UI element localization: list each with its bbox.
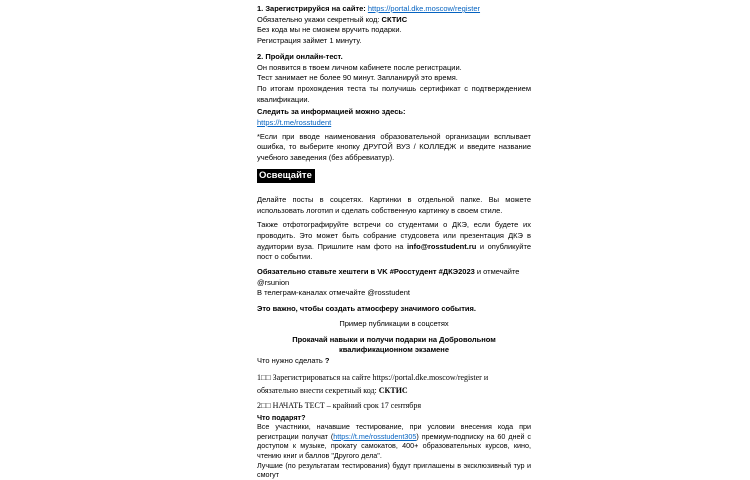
- posts-paragraph: Делайте посты в соцсетях. Картинки в отдельной папке. Вы можете использовать логотип и сделать собственную картинку в своем стиле.: [257, 194, 531, 215]
- section-heading-wrap: [257, 169, 531, 183]
- step-2-line-2: Он появится в твоем личном кабинете после регистрации.: [257, 62, 462, 72]
- secret-code-value: СКТИС: [381, 14, 408, 24]
- step-1-line-4: Регистрация займет 1 минуту.: [257, 36, 362, 46]
- follow-info: [257, 107, 531, 128]
- gifts-text-a: Все участники, начавшие тестирование, при условии внесения кода при регистрации получат (: [257, 422, 531, 441]
- hashtags-line-2: В телеграм-каналах отмечайте @rosstudent: [257, 288, 410, 298]
- important-note: Это важно, чтобы создать атмосферу значимого события.: [257, 304, 476, 314]
- serif-step-1: [257, 371, 531, 397]
- question-mark: ?: [324, 355, 330, 365]
- step-1-label: 1. Зарегистрируйся на сайте:: [257, 4, 368, 13]
- follow-info-label: Следить за информацией можно здесь:: [257, 107, 406, 117]
- gifts-title: Что подарят?: [257, 412, 306, 422]
- telegram-rosstudent305-link[interactable]: https://t.me/rosstudent305: [333, 431, 417, 441]
- serif-step-1-text: 1□□ Зарегистрироваться на сайте https://portal.dke.moscow/register и обязательно внести секретный код:: [257, 372, 489, 395]
- hashtags-paragraph: [257, 267, 531, 299]
- telegram-rosstudent-link[interactable]: https://t.me/rosstudent: [257, 118, 332, 128]
- step-2-line-3: Тест занимает не более 90 минут. Запланируй это время.: [257, 73, 458, 83]
- promo-heading: Прокачай навыки и получи подарки на Добровольном квалификационном экзамене: [292, 334, 496, 355]
- photos-text-a: Также отфотографируйте встречи со студентами о ДКЭ, если будете их проводить. Это может быть собрание студсовета или презентация ДКЭ в аудитории вуза. Пришлите нам фото на: [257, 220, 531, 251]
- gifts-paragraph: [257, 422, 531, 460]
- step-1-line-3: Без кода мы не сможем вручить подарки.: [257, 25, 402, 35]
- document-text-column: [257, 4, 531, 480]
- step-1-register: [257, 4, 531, 47]
- what-to-do-line: [257, 356, 531, 367]
- photos-text-b: и опубликуйте пост о событии.: [257, 241, 532, 262]
- secret-code-label: Обязательно укажи секретный код:: [257, 14, 382, 24]
- step-1-line-2: [257, 15, 531, 26]
- clipped-bottom-line: Лучшие (по результатам тестирования) будут приглашены в эксклюзивный тур и смогут: [257, 460, 531, 480]
- photos-paragraph: [257, 220, 531, 263]
- step-2-title: 2. Пройди онлайн-тест.: [257, 51, 343, 61]
- hashtags-bold: Обязательно ставьте хештеги в VK #Росстудент #ДКЭ2023: [257, 267, 475, 277]
- step-2-line-4: По итогам прохождения теста ты получишь сертификат с подтверждением квалификации.: [257, 83, 531, 104]
- portal-register-link[interactable]: https://portal.dke.moscow/register: [367, 4, 481, 13]
- gifts-text-b: ) премиум-подписку на 60 дней с доступом к музыке, прокату самокатов, 400+ образовательных курсов, кино, чтению книг и баллов "Другого дела".: [257, 431, 531, 461]
- serif-secret-code: СКТИС: [378, 385, 408, 395]
- email-address: info@rosstudent.ru: [406, 241, 477, 251]
- error-note: *Если при вводе наименования образовательной организации всплывает ошибка, то выберите кнопку ДРУГОЙ ВУЗ / КОЛЛЕДЖ и введите название учебного заведения (без аббревиатур).: [257, 131, 531, 163]
- section-heading-highlight: Освещайте: [257, 169, 315, 183]
- what-to-do-text: Что нужно сделать: [257, 355, 325, 365]
- step-2-online-test: [257, 52, 531, 106]
- example-caption: Пример публикации в соцсетях: [339, 318, 449, 328]
- hashtags-line-1: [257, 267, 531, 288]
- hashtags-rest: и отмечайте @rsunion: [257, 267, 520, 287]
- serif-step-2: 2□□ НАЧАТЬ ТЕСТ – крайний срок 17 сентября: [257, 400, 422, 410]
- step-1-line-1: [257, 4, 531, 15]
